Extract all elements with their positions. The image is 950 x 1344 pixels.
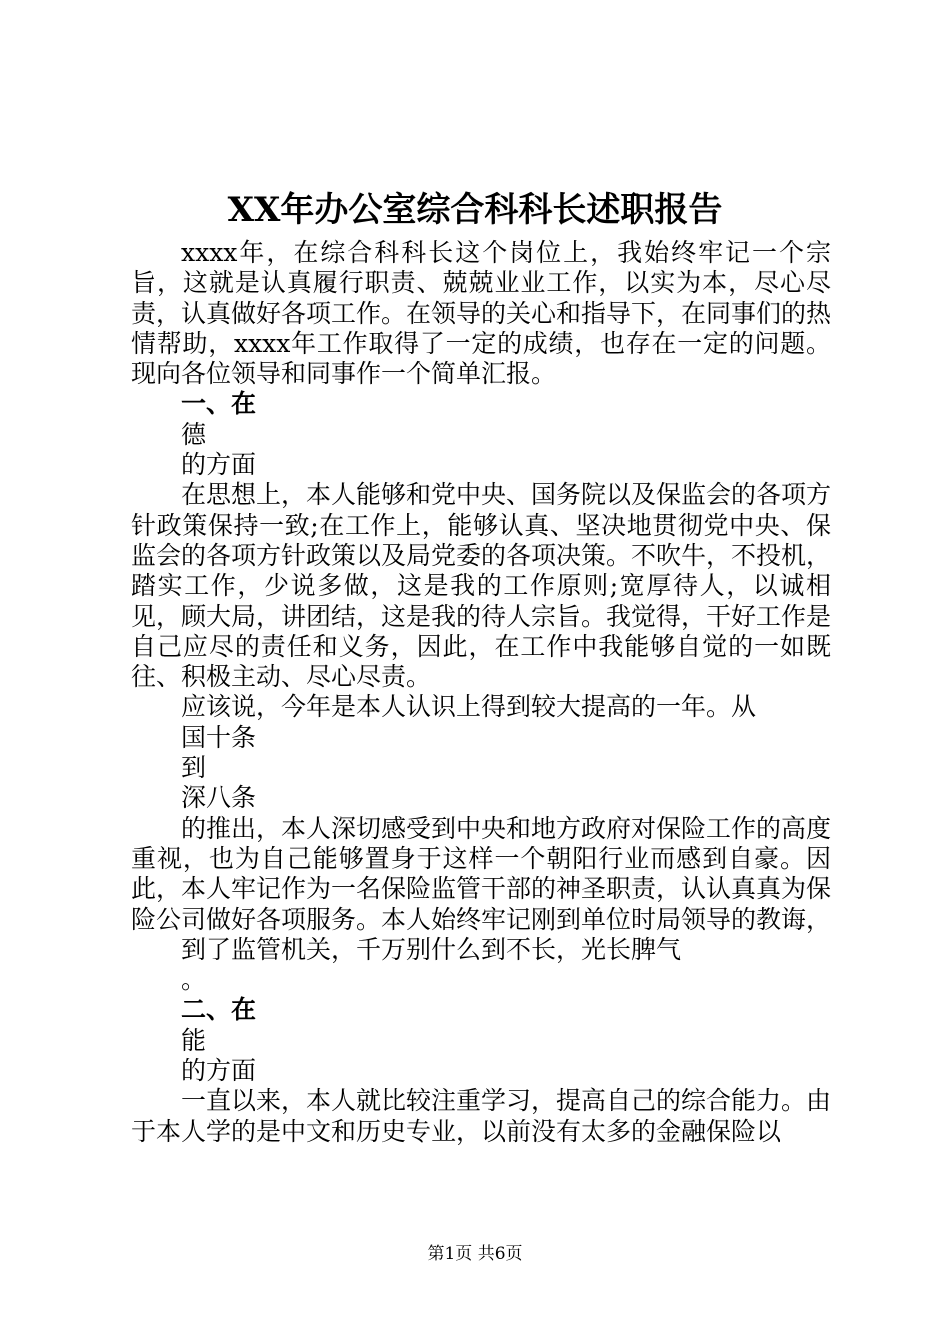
text-line: 到 — [181, 753, 207, 783]
section-heading: 二、在 — [181, 995, 257, 1025]
paragraph: 一直以来，本人就比较注重学习，提高自己的综合能力。由于本人学的是中文和历史专业，以前没有太多的金融保险以 — [131, 1086, 832, 1146]
section-heading: 一、在 — [181, 389, 257, 419]
text-line: 到了监管机关，千万别什么到不长，光长脾气 — [181, 934, 682, 964]
document-body — [131, 238, 831, 1147]
text-line: 。 — [181, 965, 207, 995]
paragraph: 的推出，本人深切感受到中央和地方政府对保险工作的高度重视，也为自己能够置身于这样一个朝阳行业而感到自豪。因此，本人牢记作为一名保险监管干部的神圣职责，认认真真为保险公司做好各项服务。本人始终牢记刚到单位时局领导的教诲， — [131, 813, 832, 934]
text-line: 的方面 — [181, 1056, 257, 1086]
text-line: 国十条 — [181, 722, 257, 752]
text-line: 的方面 — [181, 450, 257, 480]
text-line: 德 — [181, 419, 207, 449]
text-line: 应该说，今年是本人认识上得到较大提高的一年。从 — [181, 692, 757, 722]
document-title: XX年办公室综合科科长述职报告 — [227, 190, 723, 230]
paragraph: xxxx年，在综合科科长这个岗位上，我始终牢记一个宗旨，这就是认真履行职责、兢兢业业工作，以实为本，尽心尽责，认真做好各项工作。在领导的关心和指导下，在同事们的热情帮助，xxxx年工作取得了一定的成绩，也存在一定的问题。现向各位领导和同事作一个简单汇报。 — [131, 238, 832, 389]
text-line: 能 — [181, 1025, 207, 1055]
page-footer: 第1页 共6页 — [427, 1244, 523, 1264]
text-line: 深八条 — [181, 783, 257, 813]
paragraph: 在思想上，本人能够和党中央、国务院以及保监会的各项方针政策保持一致;在工作上，能够认真、坚决地贯彻党中央、保监会的各项方针政策以及局党委的各项决策。不吹牛，不投机，踏实工作，少说多做，这是我的工作原则;宽厚待人，以诚相见，顾大局，讲团结，这是我的待人宗旨。我觉得，干好工作是自己应尽的责任和义务，因此，在工作中我能够自觉的一如既往、积极主动、尽心尽责。 — [131, 480, 832, 692]
